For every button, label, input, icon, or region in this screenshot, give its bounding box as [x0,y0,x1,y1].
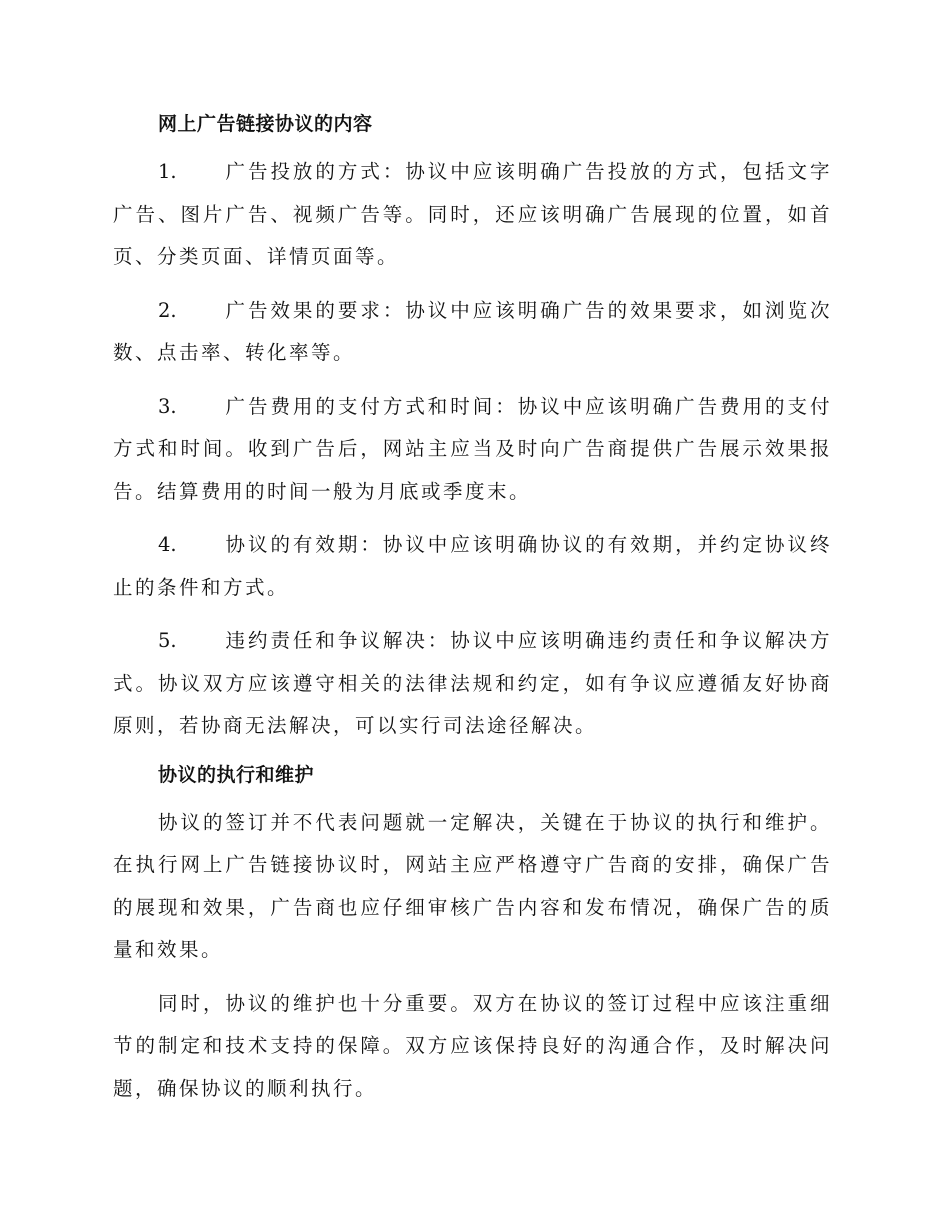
list-item-number: 4. [158,533,177,556]
list-item-number: 5. [158,629,177,652]
list-item [113,151,832,279]
body-paragraph: 协议的签订并不代表问题就一定解决，关键在于协议的执行和维护。在执行网上广告链接协议时，网站主应严格遵守广告商的安排，确保广告的展现和效果，广告商也应仔细审核广告内容和发布情况，确保广告的质量和效果。 [113,810,832,961]
list-item-text: 违约责任和争议解决：协议中应该明确违约责任和争议解决方式。协议双方应该遵守相关的法律法规和约定，如有争议应遵循友好协商原则，若协商无法解决，可以实行司法途径解决。 [113,629,832,737]
body-paragraph: 同时，协议的维护也十分重要。双方在协议的签订过程中应该注重细节的制定和技术支持的保障。双方应该保持良好的沟通合作，及时解决问题，确保协议的顺利执行。 [113,991,832,1100]
list-item [113,524,832,609]
list-item-text: 广告投放的方式：协议中应该明确广告投放的方式，包括文字广告、图片广告、视频广告等。同时，还应该明确广告展现的位置，如首页、分类页面、详情页面等。 [113,160,832,268]
section-heading-content: 网上广告链接协议的内容 [158,113,373,135]
section-heading-execution: 协议的执行和维护 [158,763,315,786]
list-item-number: 2. [158,298,177,322]
list-item [113,386,832,514]
list-item [113,620,832,748]
list-item-number: 1. [158,160,177,183]
list-item-text: 广告费用的支付方式和时间：协议中应该明确广告费用的支付方式和时间。收到广告后，网站主应当及时向广告商提供广告展示效果报告。结算费用的时间一般为月底或季度末。 [113,394,832,503]
list-item-text: 广告效果的要求：协议中应该明确广告的效果要求，如浏览次数、点击率、转化率等。 [113,298,832,364]
list-item [113,290,832,375]
list-item-number: 3. [158,394,177,418]
list-item-text: 协议的有效期：协议中应该明确协议的有效期，并约定协议终止的条件和方式。 [113,533,832,599]
